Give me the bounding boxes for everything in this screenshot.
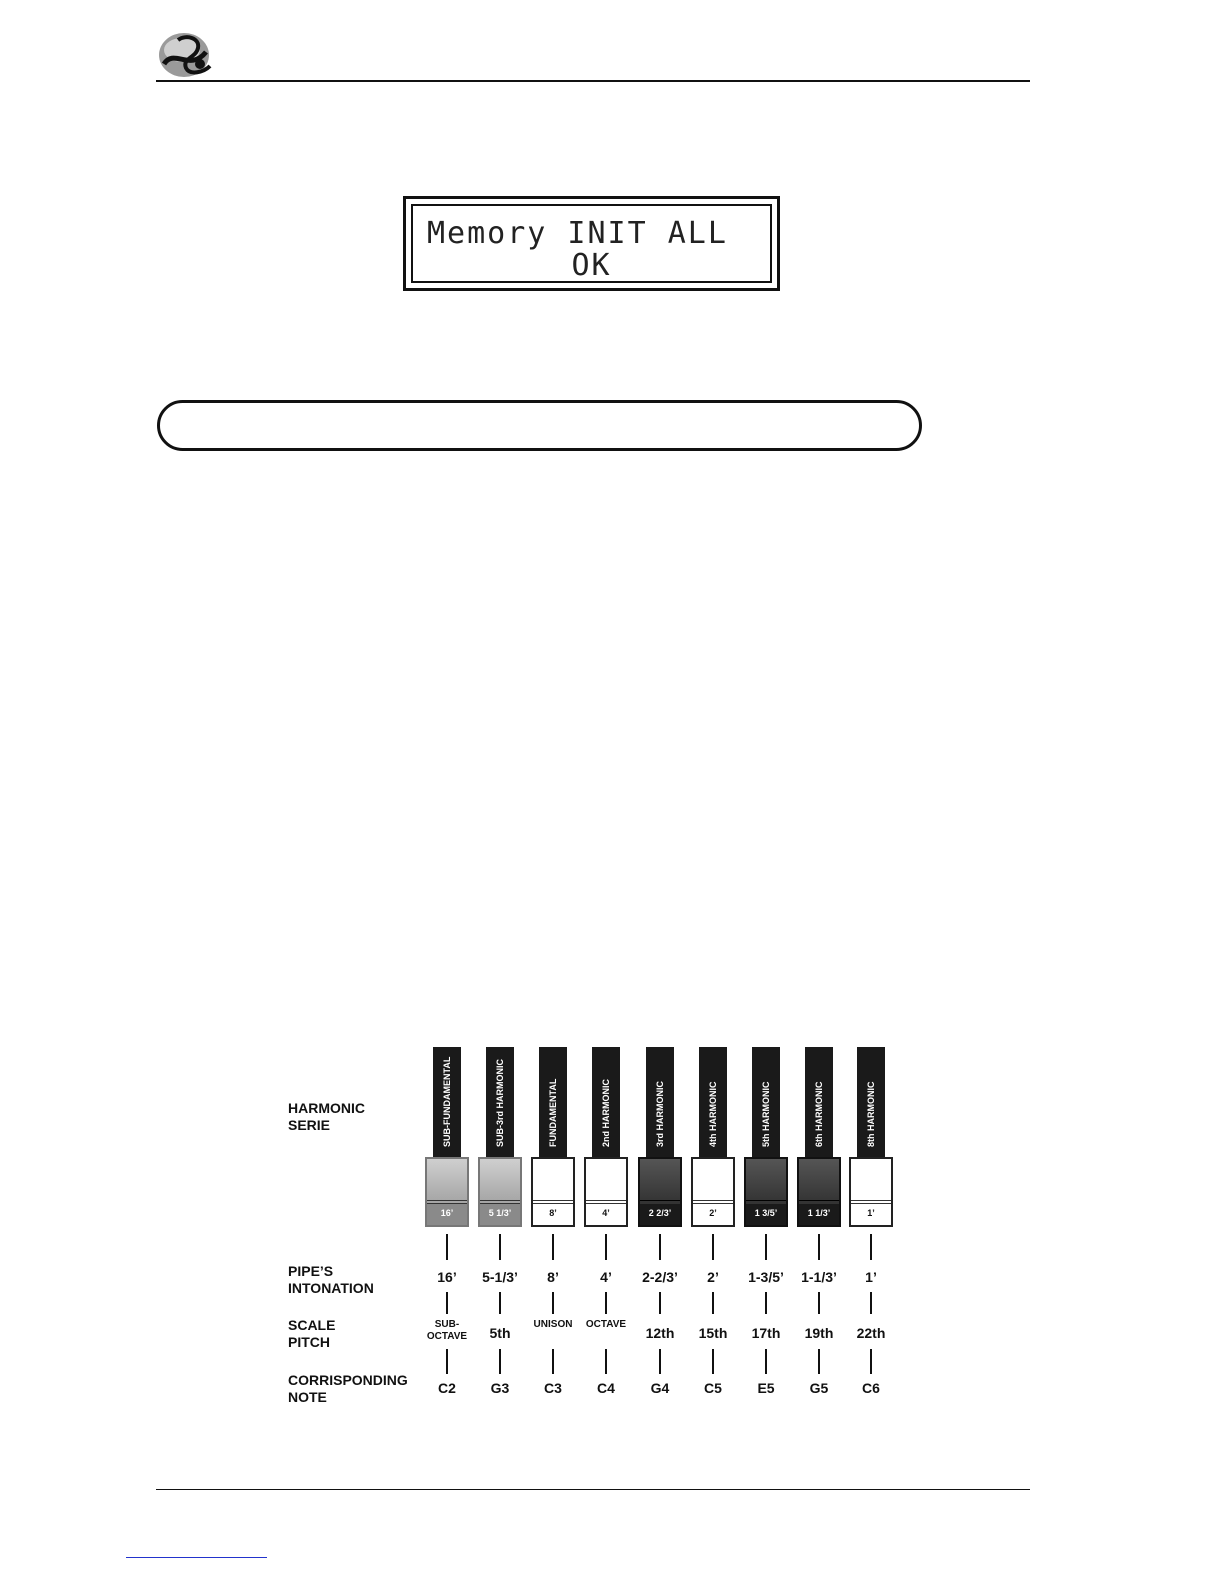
drawbar-column [580,1047,632,1397]
scale-pitch-value: 22th [856,1325,886,1341]
pipe-intonation-value: 1-1/3’ [801,1269,837,1285]
drawbar-footage: 4’ [586,1203,626,1225]
row-label-corresponding-note: CORRISPONDING NOTE [288,1372,408,1405]
connector-tick [552,1234,554,1260]
harmonic-tab [646,1047,674,1157]
connector-tick [712,1234,714,1260]
drawbar-footage: 2 2/3’ [640,1203,680,1225]
drawbar-footage: 2’ [693,1203,733,1225]
lcd-display [403,196,780,291]
harmonic-label: 3rd HARMONIC [655,1080,665,1147]
harmonic-tab [752,1047,780,1157]
footer-rule [156,1489,1030,1490]
drawbar-column [740,1047,792,1397]
drawbar-knob [691,1157,735,1227]
lcd-screen [411,204,772,283]
connector-tick [605,1292,607,1314]
harmonic-tab [805,1047,833,1157]
harmonic-tab [539,1047,567,1157]
drawbar-footage: 16’ [427,1203,467,1225]
connector-tick [659,1234,661,1260]
pipe-intonation-value: 2’ [707,1269,719,1285]
harmonic-label: SUB-3rd HARMONIC [495,1058,505,1147]
drawbar-column [421,1047,473,1397]
connector-tick [765,1234,767,1260]
drawbar-footage: 1 1/3’ [799,1203,839,1225]
connector-tick [446,1292,448,1314]
connector-tick [818,1292,820,1314]
drawbar-knob [478,1157,522,1227]
drawbar-knob [531,1157,575,1227]
harmonic-label: 2nd HARMONIC [601,1079,611,1147]
drawbar-column [793,1047,845,1397]
corresponding-note-value: C5 [704,1380,722,1396]
pipe-intonation-value: 5-1/3’ [482,1269,518,1285]
row-label-harmonic-serie: HARMONIC SERIE [288,1100,365,1133]
connector-tick [499,1234,501,1260]
connector-tick [605,1234,607,1260]
connector-tick [818,1234,820,1260]
connector-tick [870,1234,872,1260]
drawbar-knob [584,1157,628,1227]
scale-pitch-value: 19th [804,1325,834,1341]
connector-tick [659,1349,661,1374]
connector-tick [712,1349,714,1374]
drawbar-footage: 1 3/5’ [746,1203,786,1225]
drawbar-knob [638,1157,682,1227]
drawbar-column [634,1047,686,1397]
harmonic-label: SUB-FUNDAMENTAL [442,1056,452,1147]
corresponding-note-value: G3 [490,1380,510,1396]
connector-tick [659,1292,661,1314]
corresponding-note-value: G4 [650,1380,670,1396]
harmonic-tab [486,1047,514,1157]
connector-tick [499,1349,501,1374]
drawbar-footage: 5 1/3’ [480,1203,520,1225]
drawbar-column [527,1047,579,1397]
corresponding-note-value: C4 [597,1380,615,1396]
connector-tick [446,1349,448,1374]
harmonic-label: 5th HARMONIC [761,1081,771,1147]
harmonic-tab [433,1047,461,1157]
drawbar-knob [425,1157,469,1227]
harmonic-label: FUNDAMENTAL [548,1078,558,1147]
brand-logo-icon [156,28,216,80]
header-rule [156,80,1030,82]
corresponding-note-value: C2 [438,1380,456,1396]
lcd-line-2: OK [571,248,612,283]
drawbar-column [474,1047,526,1397]
connector-tick [870,1349,872,1374]
harmonic-tab [699,1047,727,1157]
drawbar-knob [797,1157,841,1227]
row-label-pipes-intonation: PIPE’S INTONATION [288,1263,374,1296]
connector-tick [765,1349,767,1374]
drawbar-column [845,1047,897,1397]
pipe-intonation-value: 16’ [437,1269,457,1285]
pipe-intonation-value: 2-2/3’ [642,1269,678,1285]
corresponding-note-value: C3 [544,1380,562,1396]
lcd-line-1: Memory INIT ALL [427,216,728,251]
section-heading-box [157,400,922,451]
drawbar-knob [744,1157,788,1227]
pipe-intonation-value: 4’ [600,1269,612,1285]
harmonic-tab [592,1047,620,1157]
harmonic-label: 8th HARMONIC [866,1081,876,1147]
connector-tick [712,1292,714,1314]
scale-pitch-value: 17th [751,1325,781,1341]
connector-tick [765,1292,767,1314]
connector-tick [499,1292,501,1314]
harmonic-tab [857,1047,885,1157]
scale-pitch-value: 15th [698,1325,728,1341]
drawbar-footage: 1’ [851,1203,891,1225]
connector-tick [818,1349,820,1374]
drawbar-footage: 8’ [533,1203,573,1225]
scale-pitch-value: UNISON [533,1319,573,1330]
harmonic-label: 6th HARMONIC [814,1081,824,1147]
connector-tick [605,1349,607,1374]
connector-tick [446,1234,448,1260]
connector-tick [870,1292,872,1314]
drawbar-column [687,1047,739,1397]
corresponding-note-value: C6 [862,1380,880,1396]
footer-link-underline [126,1557,267,1558]
drawbar-knob [849,1157,893,1227]
connector-tick [552,1292,554,1314]
harmonic-label: 4th HARMONIC [708,1081,718,1147]
scale-pitch-value: 5th [489,1325,511,1341]
scale-pitch-value: OCTAVE [585,1319,627,1330]
pipe-intonation-value: 1-3/5’ [748,1269,784,1285]
scale-pitch-value: 12th [645,1325,675,1341]
corresponding-note-value: G5 [809,1380,829,1396]
corresponding-note-value: E5 [757,1380,775,1396]
connector-tick [552,1349,554,1374]
pipe-intonation-value: 8’ [547,1269,559,1285]
row-label-scale-pitch: SCALE PITCH [288,1317,336,1350]
scale-pitch-value: SUB- OCTAVE [426,1319,468,1342]
pipe-intonation-value: 1’ [865,1269,877,1285]
